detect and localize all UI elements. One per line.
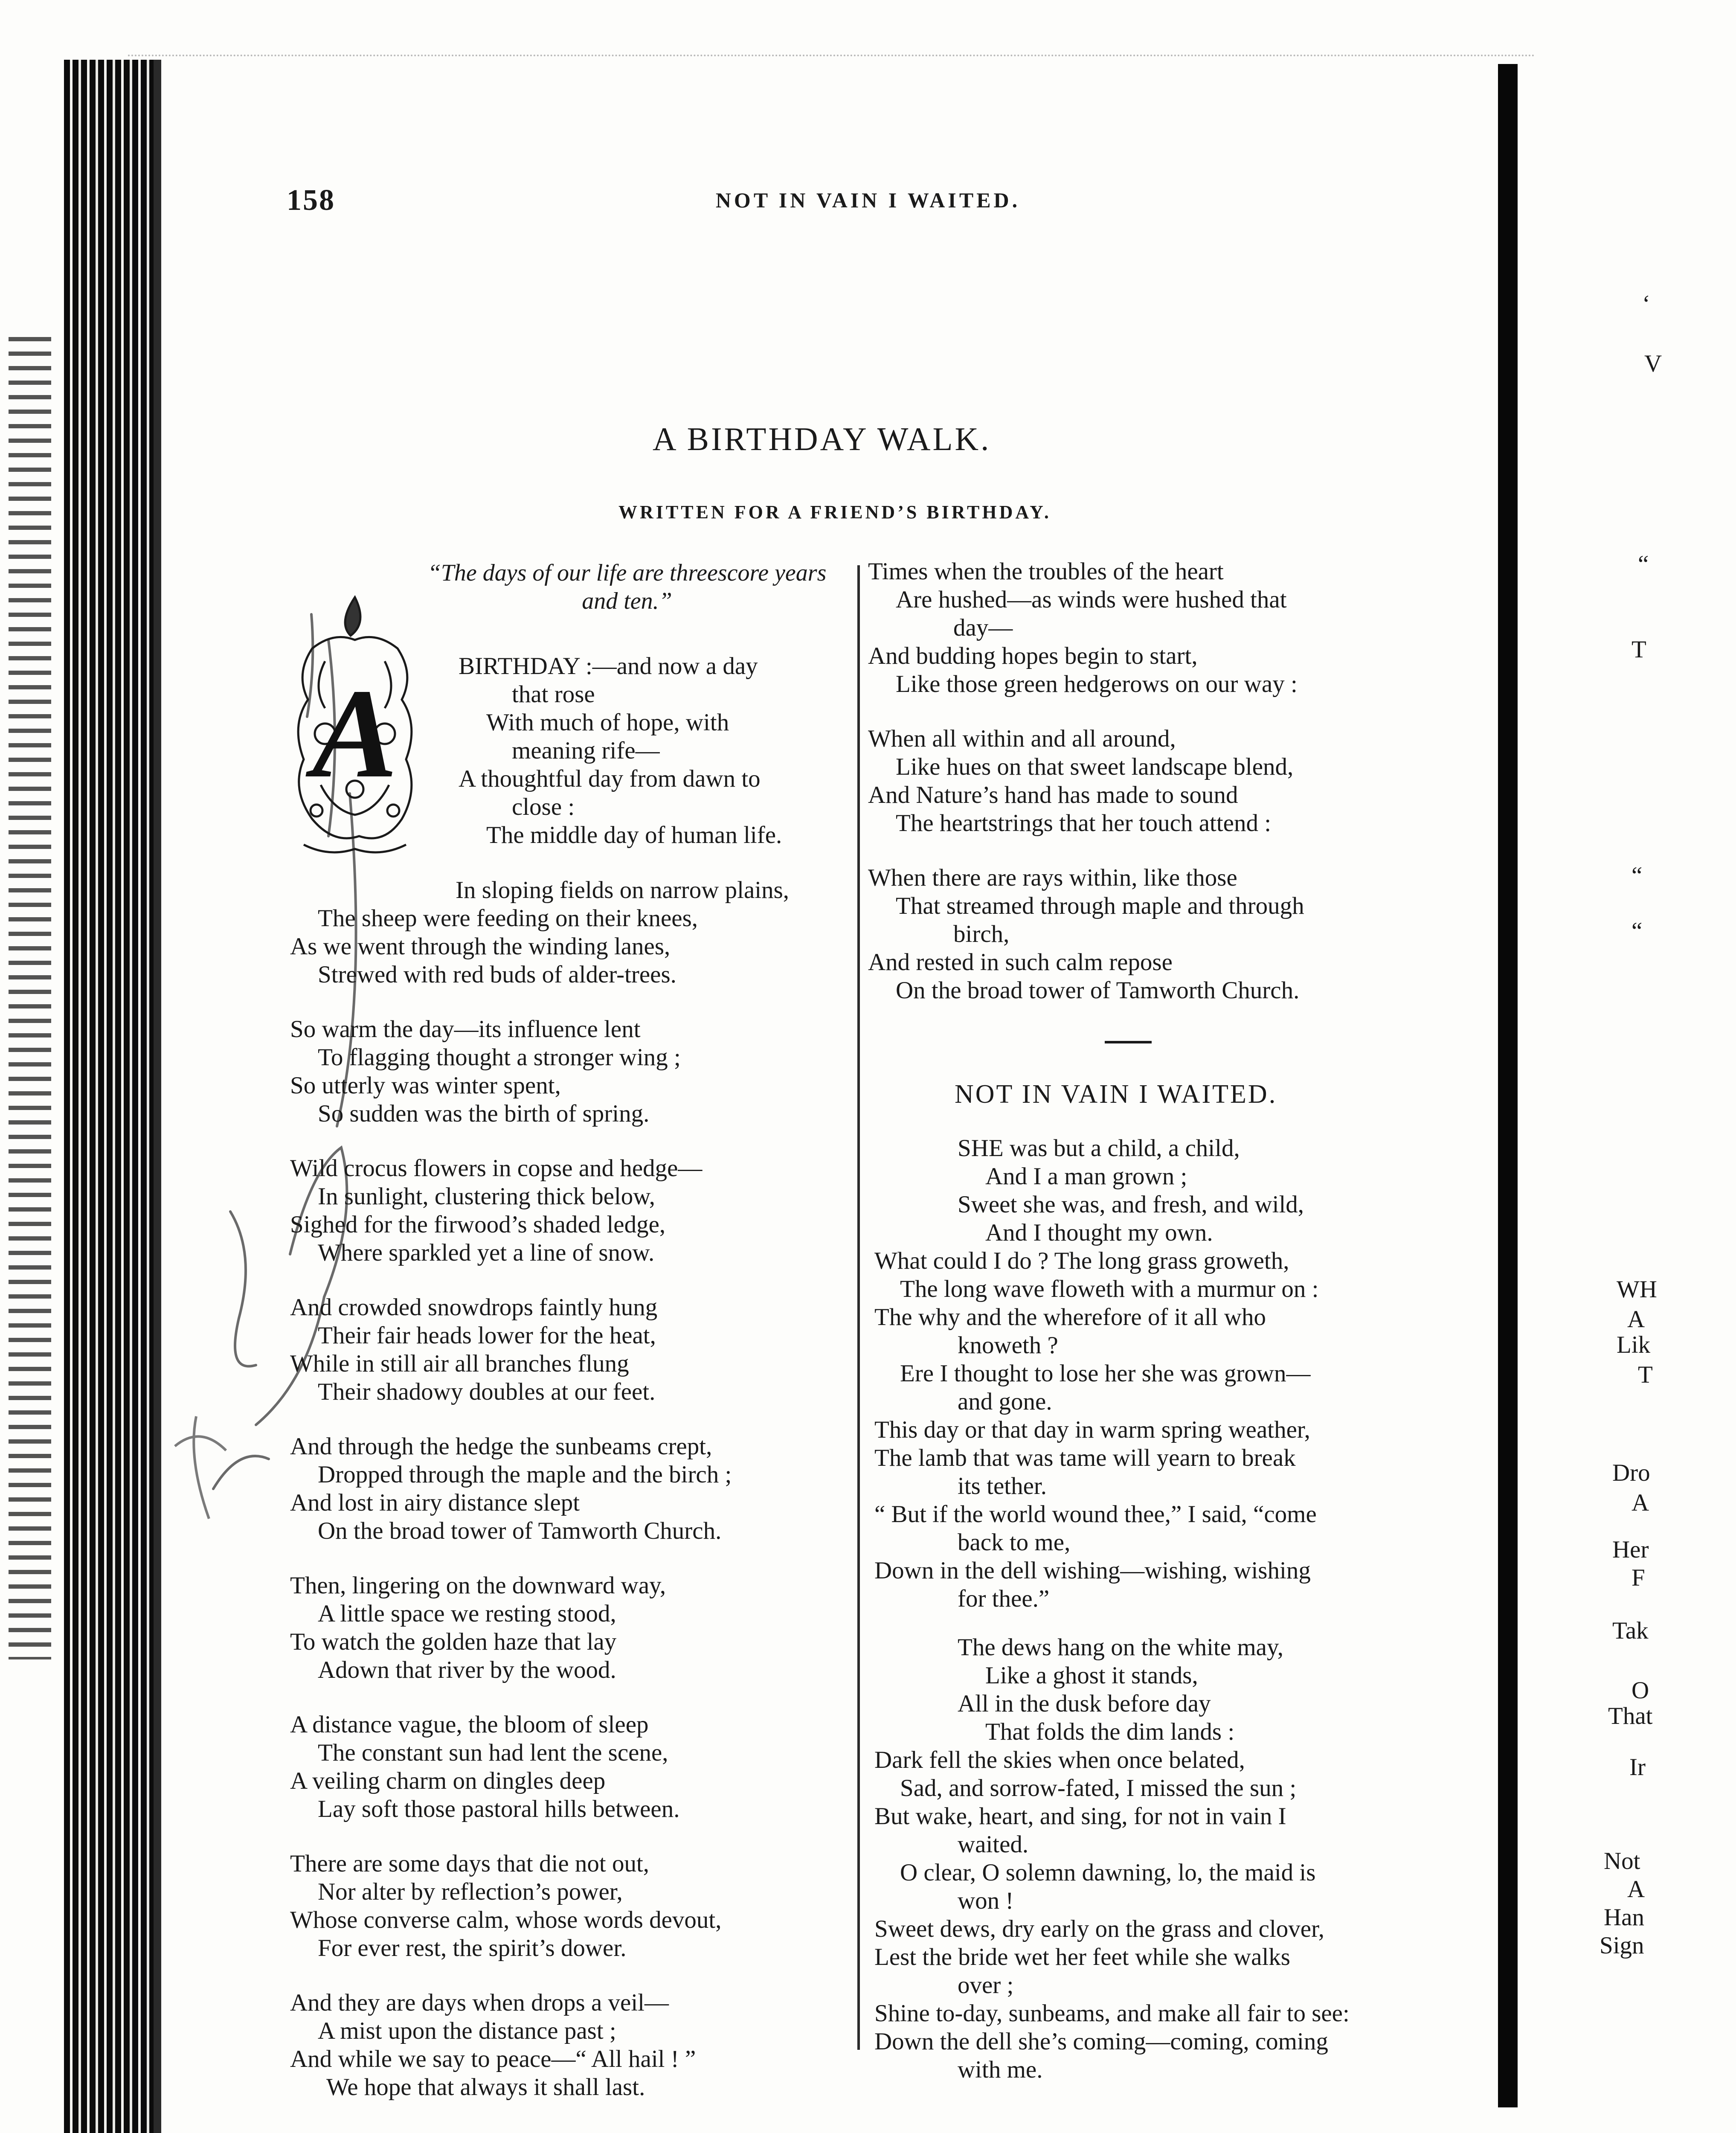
poem-line: Strewed with red buds of alder-trees. — [318, 961, 676, 988]
poem-line: O clear, O solemn dawning, lo, the maid is — [900, 1859, 1316, 1886]
poem-line: And I a man grown ; — [985, 1163, 1187, 1190]
poem-line: waited. — [958, 1831, 1029, 1858]
poem-line: So warm the day—its influence lent — [290, 1016, 641, 1043]
poem-line: “ But if the world wound thee,” I said, “come — [874, 1501, 1317, 1528]
poem-line: When there are rays within, like those — [868, 864, 1237, 891]
poem-line: This day or that day in warm spring weather, — [874, 1416, 1310, 1443]
poem-line: Then, lingering on the downward way, — [290, 1572, 666, 1599]
page-number: 158 — [287, 184, 335, 217]
poem-line: with me. — [958, 2056, 1043, 2083]
poem-line: won ! — [958, 1887, 1014, 1914]
facing-text: Lik — [1617, 1331, 1651, 1358]
poem-line: The long wave floweth with a murmur on : — [900, 1276, 1319, 1302]
poem-line: And I thought my own. — [985, 1219, 1213, 1246]
running-head: NOT IN VAIN I WAITED. — [715, 188, 1021, 212]
facing-text: Sign — [1600, 1932, 1644, 1959]
poem-line: And while we say to peace—“ All hail ! ” — [290, 2046, 696, 2072]
facing-text: V — [1644, 350, 1662, 377]
ornamental-dropcap-icon — [287, 589, 423, 862]
poem-line: As we went through the winding lanes, — [290, 933, 671, 960]
poem-line: Sad, and sorrow-fated, I missed the sun ; — [900, 1775, 1297, 1802]
facing-text: A — [1631, 1489, 1649, 1516]
poem-subtitle: WRITTEN FOR A FRIEND’S BIRTHDAY. — [618, 502, 1051, 523]
poem-line: A veiling charm on dingles deep — [290, 1767, 606, 1794]
poem-line: And through the hedge the sunbeams crept, — [290, 1433, 712, 1460]
facing-text: A — [1627, 1876, 1645, 1903]
poem-line: over ; — [958, 1972, 1014, 1999]
poem-line: The constant sun had lent the scene, — [318, 1739, 668, 1766]
poem-line: its tether. — [958, 1473, 1047, 1499]
poem-line: Their shadowy doubles at our feet. — [318, 1378, 656, 1405]
page-top-edge — [128, 55, 1536, 58]
poem-line: Wild crocus flowers in copse and hedge— — [290, 1155, 703, 1182]
poem-line: All in the dusk before day — [958, 1690, 1211, 1717]
poem-line: Whose converse calm, whose words devout, — [290, 1906, 722, 1933]
section-rule — [1105, 1041, 1152, 1043]
binding-marks — [9, 337, 51, 1659]
poem-line: The heartstrings that her touch attend : — [896, 810, 1272, 837]
poem-line: Times when the troubles of the heart — [868, 558, 1224, 585]
facing-text: Her — [1612, 1536, 1649, 1563]
poem-line: So sudden was the birth of spring. — [318, 1100, 650, 1127]
poem-line: There are some days that die not out, — [290, 1850, 650, 1877]
poem-line: The why and the wherefore of it all who — [874, 1304, 1266, 1331]
facing-text: “ — [1631, 918, 1643, 944]
poem-line: Nor alter by reflection’s power, — [318, 1878, 623, 1905]
poem-line: To flagging thought a stronger wing ; — [318, 1044, 681, 1071]
column-divider — [857, 565, 860, 2050]
poem-line: back to me, — [958, 1529, 1071, 1556]
facing-text: Dro — [1612, 1459, 1650, 1486]
poem-line: that rose — [512, 681, 595, 708]
poem-line: Dark fell the skies when once belated, — [874, 1747, 1245, 1773]
poem-line: To watch the golden haze that lay — [290, 1628, 617, 1655]
poem-line: What could I do ? The long grass groweth, — [874, 1247, 1289, 1274]
poem-line: And rested in such calm repose — [868, 949, 1173, 976]
poem-line: A distance vague, the bloom of sleep — [290, 1711, 649, 1738]
poem-line: knoweth ? — [958, 1332, 1058, 1359]
poem-line: Lest the bride wet her feet while she walks — [874, 1944, 1290, 1970]
poem-line: birch, — [953, 921, 1010, 947]
poem-line: Sweet she was, and fresh, and wild, — [958, 1191, 1304, 1218]
poem-line: Adown that river by the wood. — [318, 1656, 616, 1683]
poem-line: close : — [512, 793, 575, 820]
poem-line: SHE was but a child, a child, — [958, 1135, 1240, 1162]
poem-line: and gone. — [958, 1388, 1052, 1415]
poem-line: And they are days when drops a veil— — [290, 1989, 669, 2016]
poem-line: Down in the dell wishing—wishing, wishing — [874, 1557, 1311, 1584]
poem-line: Sighed for the firwood’s shaded ledge, — [290, 1211, 666, 1238]
facing-text: Not — [1604, 1848, 1640, 1874]
facing-text: “ — [1638, 551, 1649, 578]
poem-line: meaning rife— — [512, 737, 660, 764]
poem-title: A BIRTHDAY WALK. — [653, 421, 991, 457]
facing-text: Ir — [1629, 1754, 1646, 1781]
poem-line: Dropped through the maple and the birch ; — [318, 1461, 732, 1488]
poem-line: A mist upon the distance past ; — [318, 2017, 616, 2044]
poem-line: BIRTHDAY :—and now a day — [459, 653, 758, 680]
poem2-title: NOT IN VAIN I WAITED. — [955, 1080, 1277, 1109]
facing-text: T — [1631, 636, 1646, 663]
poem-line: While in still air all branches flung — [290, 1350, 629, 1377]
poem-line: On the broad tower of Tamworth Church. — [318, 1517, 722, 1544]
poem-line: Down the dell she’s coming—coming, coming — [874, 2028, 1328, 2055]
poem-line: But wake, heart, and sing, for not in vain I — [874, 1803, 1286, 1830]
poem-line: And budding hopes begin to start, — [868, 642, 1198, 669]
poem-line: And lost in airy distance slept — [290, 1489, 580, 1516]
poem-line: Like hues on that sweet landscape blend, — [896, 753, 1294, 780]
facing-text: F — [1631, 1564, 1645, 1591]
poem-line: Lay soft those pastoral hills between. — [318, 1796, 680, 1822]
facing-text: T — [1638, 1361, 1653, 1388]
poem-line: In sloping fields on narrow plains, — [456, 877, 790, 904]
poem-line: Their fair heads lower for the heat, — [318, 1322, 656, 1349]
poem-line: day— — [953, 614, 1013, 641]
poem-line: When all within and all around, — [868, 725, 1176, 752]
poem-line: That folds the dim lands : — [985, 1718, 1235, 1745]
epigraph: “The days of our life are threescore years and ten.” — [427, 560, 827, 614]
poem-line: And Nature’s hand has made to sound — [868, 782, 1238, 808]
facing-text: “ — [1631, 862, 1643, 889]
poem-line: The middle day of human life. — [486, 822, 782, 849]
poem-line: Shine to-day, sunbeams, and make all fair to see: — [874, 2000, 1350, 2027]
poem-line: The dews hang on the white may, — [958, 1634, 1284, 1661]
poem-line: Are hushed—as winds were hushed that — [896, 586, 1287, 613]
facing-text: O — [1631, 1677, 1649, 1704]
poem-line: On the broad tower of Tamworth Church. — [896, 977, 1300, 1004]
poem-line: A thoughtful day from dawn to — [459, 765, 761, 792]
poem-line: Like those green hedgerows on our way : — [896, 671, 1298, 697]
facing-text: Tak — [1612, 1617, 1649, 1644]
facing-text: WH — [1617, 1276, 1657, 1303]
poem-line: Ere I thought to lose her she was grown— — [900, 1360, 1311, 1387]
poem-line: The lamb that was tame will yearn to break — [874, 1444, 1296, 1471]
poem-line: For ever rest, the spirit’s dower. — [318, 1935, 627, 1962]
page-gutter-shadow — [1498, 64, 1518, 2107]
poem-line: We hope that always it shall last. — [326, 2074, 645, 2101]
poem-line: Where sparkled yet a line of snow. — [318, 1239, 655, 1266]
facing-text: Han — [1604, 1904, 1644, 1931]
poem-line: That streamed through maple and through — [896, 892, 1304, 919]
poem-line: So utterly was winter spent, — [290, 1072, 561, 1099]
dropcap-letter: A — [312, 663, 398, 804]
poem-line: for thee.” — [958, 1585, 1050, 1612]
poem-line: A little space we resting stood, — [318, 1600, 616, 1627]
poem-line: Sweet dews, dry early on the grass and clover, — [874, 1915, 1325, 1942]
poem-line: With much of hope, with — [486, 709, 729, 736]
poem-line: The sheep were feeding on their knees, — [318, 905, 698, 932]
facing-text: ‘ — [1642, 291, 1650, 317]
poem-line: Like a ghost it stands, — [985, 1662, 1198, 1689]
poem-line: In sunlight, clustering thick below, — [318, 1183, 656, 1210]
facing-text: A — [1627, 1306, 1645, 1333]
poem-line: And crowded snowdrops faintly hung — [290, 1294, 658, 1321]
facing-text: That — [1608, 1703, 1653, 1729]
